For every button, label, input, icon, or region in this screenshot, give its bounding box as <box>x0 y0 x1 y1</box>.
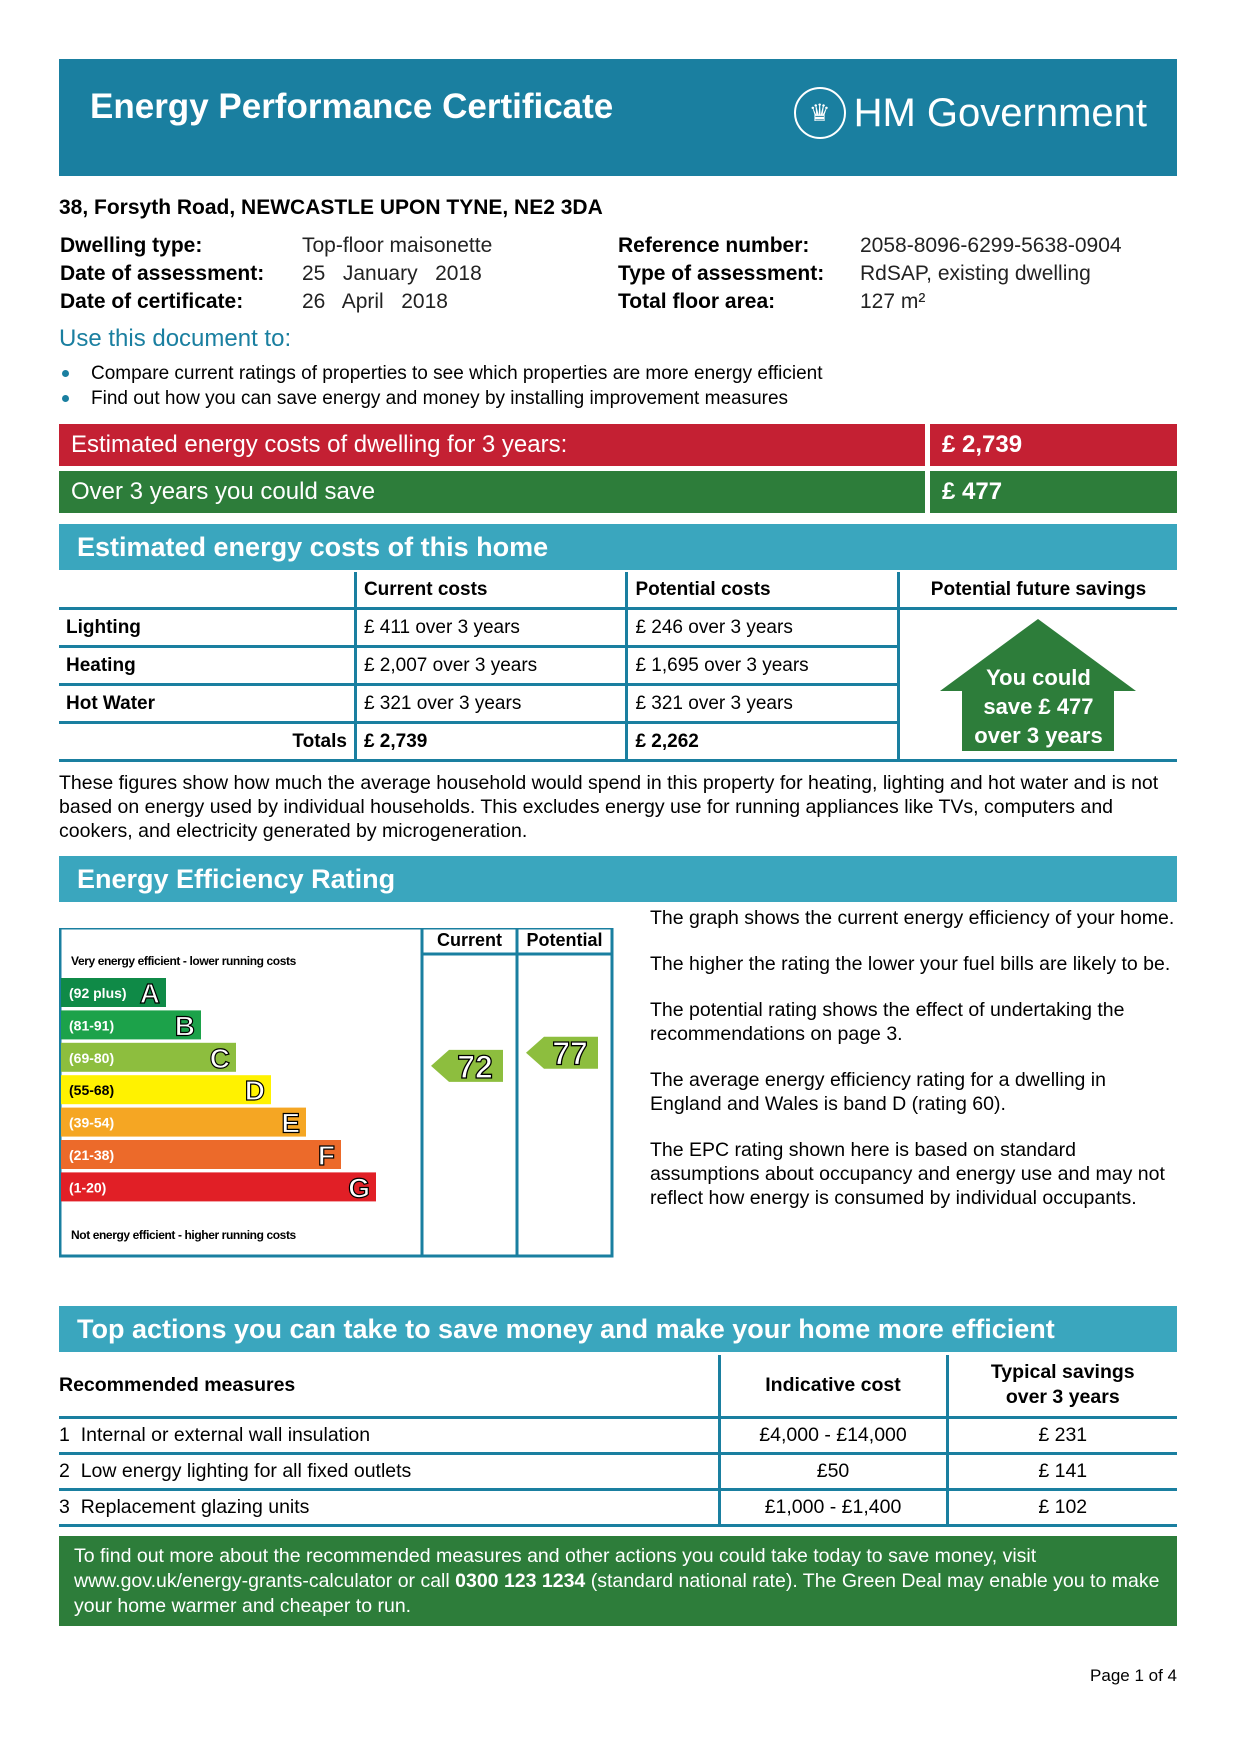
rating-band-a <box>61 978 166 1009</box>
royal-crest-icon: ♛ <box>794 87 846 139</box>
rating-band-letter: F <box>317 1140 335 1171</box>
table-row <box>59 1417 1177 1453</box>
measure-cell <box>59 1489 719 1525</box>
measure-cell <box>59 1417 719 1453</box>
table-header-row <box>59 1355 1177 1417</box>
rating-band-letter: E <box>281 1107 300 1139</box>
measure-number: 1 <box>59 1423 70 1446</box>
costs-section-heading: Estimated energy costs of this home <box>59 524 1177 570</box>
actions-section-heading: Top actions you can take to save money and make your home more efficient <box>59 1306 1177 1352</box>
rating-text-paragraph: The EPC rating shown here is based on standard assumptions about occupancy and energy use and may not reflect how energy is consumed by individual occupants. <box>650 1139 1165 1209</box>
date-certificate-label: Date of certificate: <box>60 290 244 313</box>
rating-band-letter: D <box>244 1075 265 1107</box>
rating-band-letter: A <box>139 978 160 1009</box>
potential-rating-arrow-value: 77 <box>552 1035 588 1072</box>
estimated-cost-label: Estimated energy costs of dwelling for 3 years: <box>59 424 925 466</box>
hm-government-logo <box>794 87 1147 139</box>
col-savings-line2: over 3 years <box>1005 1386 1120 1409</box>
table-row <box>59 1453 1177 1489</box>
rating-text-paragraph: The graph shows the current energy efficiency of your home. <box>650 907 1175 929</box>
green-deal-info <box>59 1536 1177 1626</box>
col-current: Current costs <box>355 572 627 609</box>
rating-col-current: Current <box>436 930 502 950</box>
savings-value: £ 477 <box>930 471 1177 513</box>
measure-text: Low energy lighting for all fixed outlets <box>80 1459 412 1482</box>
cost-cell: £50 <box>719 1453 947 1489</box>
row-label: Lighting <box>59 609 355 647</box>
measure-number: 2 <box>59 1459 70 1482</box>
rating-explanation <box>650 906 1180 1232</box>
table-row <box>59 609 1177 647</box>
rating-band-range: (81-91) <box>69 1017 115 1034</box>
list-item-text: Find out how you can save energy and money by installing improvement measures <box>91 388 789 409</box>
list-item <box>59 361 823 386</box>
col-savings <box>947 1355 1177 1417</box>
rating-section-heading: Energy Efficiency Rating <box>59 856 1177 902</box>
cell-potential: £ 1,695 over 3 years <box>627 647 899 685</box>
estimated-cost-value: £ 2,739 <box>930 424 1177 466</box>
logo-text: HM Government <box>853 90 1147 135</box>
type-assessment-label: Type of assessment: <box>618 262 825 285</box>
rating-band-c <box>61 1043 236 1074</box>
rating-text-paragraph: The potential rating shows the effect of undertaking the recommendations on page 3. <box>650 999 1125 1045</box>
cell-potential: £ 246 over 3 years <box>627 609 899 647</box>
totals-current: £ 2,739 <box>355 723 627 761</box>
page-title: Energy Performance Certificate <box>90 87 614 126</box>
measure-number: 3 <box>59 1495 70 1518</box>
savings-house-icon <box>900 615 1177 755</box>
saving-cell: £ 102 <box>947 1489 1177 1525</box>
bullet-icon <box>62 395 69 402</box>
dwelling-type-value: Top-floor maisonette <box>302 234 493 257</box>
row-label: Heating <box>59 647 355 685</box>
costs-table <box>59 572 1177 762</box>
col-future-savings: Potential future savings <box>898 572 1177 609</box>
use-document-list <box>59 361 823 411</box>
rating-band-letter: C <box>209 1042 230 1074</box>
footer-phone: 0300 123 1234 <box>455 1570 586 1592</box>
current-rating-arrow-value: 72 <box>457 1048 493 1085</box>
page-number: Page 1 of 4 <box>1090 1666 1177 1685</box>
measure-text: Replacement glazing units <box>80 1495 310 1518</box>
rating-band-e <box>61 1108 306 1139</box>
type-assessment-value: RdSAP, existing dwelling <box>860 262 1091 285</box>
col-measures: Recommended measures <box>59 1355 719 1417</box>
measure-text: Internal or external wall insulation <box>80 1423 371 1446</box>
rating-band-range: (92 plus) <box>69 985 127 1001</box>
rating-band-b <box>61 1010 201 1041</box>
reference-value: 2058-8096-6299-5638-0904 <box>860 234 1122 257</box>
date-certificate-value: 26 April 2018 <box>302 290 448 313</box>
rating-col-potential: Potential <box>526 930 603 950</box>
date-assessment-label: Date of assessment: <box>60 262 265 285</box>
cell-current: £ 2,007 over 3 years <box>355 647 627 685</box>
rating-text-paragraph: The higher the rating the lower your fuel bills are likely to be. <box>650 953 1171 975</box>
bullet-icon <box>62 370 69 377</box>
floor-area-value: 127 m² <box>860 290 926 313</box>
col-savings-line1: Typical savings <box>990 1361 1135 1384</box>
rating-band-d <box>61 1075 271 1106</box>
savings-label: Over 3 years you could save <box>59 471 925 513</box>
header-banner <box>59 59 1177 176</box>
potential-rating-arrow <box>526 1036 598 1072</box>
rating-chart-svg <box>59 928 619 1268</box>
dwelling-type-label: Dwelling type: <box>60 234 203 257</box>
rating-bottom-caption: Not energy efficient - higher running costs <box>71 1228 296 1242</box>
rating-band-range: (21-38) <box>69 1147 115 1163</box>
costs-explanation: These figures show how much the average household would spend in this property for heating, lighting and hot water and is not based on energy used by individual households. This excludes energy use for running appliances like TVs, computers and cookers, and electricity generated by microgeneration. <box>59 772 1159 842</box>
rating-text-paragraph: The average energy efficiency rating for a dwelling in England and Wales is band D (rating 60). <box>650 1069 1106 1115</box>
cost-cell: £1,000 - £1,400 <box>719 1489 947 1525</box>
rating-band-letter: G <box>348 1172 370 1204</box>
savings-bar <box>59 471 1177 513</box>
table-header-row <box>59 572 1177 609</box>
current-rating-arrow <box>431 1049 503 1085</box>
actions-table <box>59 1355 1177 1527</box>
savings-house-line1: You could <box>986 664 1091 690</box>
footer-text-after: (standard national rate). The Green Deal may enable you to make your home warmer and cheaper to run. <box>74 1570 1160 1617</box>
savings-house-line3: over 3 years <box>974 722 1103 748</box>
totals-label: Totals <box>59 723 355 761</box>
rating-band-f <box>61 1140 341 1171</box>
table-row <box>59 1489 1177 1525</box>
cell-current: £ 321 over 3 years <box>355 685 627 723</box>
col-cost: Indicative cost <box>719 1355 947 1417</box>
row-label: Hot Water <box>59 685 355 723</box>
floor-area-label: Total floor area: <box>618 290 776 313</box>
property-address: 38, Forsyth Road, NEWCASTLE UPON TYNE, NE2 3DA <box>59 196 603 219</box>
reference-label: Reference number: <box>618 234 810 257</box>
cell-potential: £ 321 over 3 years <box>627 685 899 723</box>
savings-house-line2: save £ 477 <box>983 693 1094 719</box>
saving-cell: £ 141 <box>947 1453 1177 1489</box>
footer-text-before: To find out more about the recommended measures and other actions you could take today to save money, visit www.gov.uk/energy-grants-calculator or call <box>74 1545 1037 1592</box>
col-potential: Potential costs <box>627 572 899 609</box>
energy-rating-chart <box>59 928 619 1268</box>
rating-top-caption: Very energy efficient - lower running costs <box>71 954 296 968</box>
cost-cell: £4,000 - £14,000 <box>719 1417 947 1453</box>
rating-band-letter: B <box>174 1010 195 1042</box>
measure-cell <box>59 1453 719 1489</box>
rating-band-range: (1-20) <box>69 1179 107 1196</box>
rating-band-range: (55-68) <box>69 1082 115 1099</box>
date-assessment-value: 25 January 2018 <box>302 262 482 285</box>
rating-band-range: (69-80) <box>69 1049 115 1066</box>
rating-band-g <box>61 1172 376 1203</box>
use-document-heading: Use this document to: <box>59 325 292 352</box>
estimated-cost-bar <box>59 424 1177 466</box>
rating-band-range: (39-54) <box>69 1114 115 1131</box>
future-savings-cell <box>898 609 1177 761</box>
list-item <box>59 386 823 411</box>
list-item-text: Compare current ratings of properties to see which properties are more energy efficient <box>91 363 823 384</box>
saving-cell: £ 231 <box>947 1417 1177 1453</box>
totals-potential: £ 2,262 <box>627 723 899 761</box>
cell-current: £ 411 over 3 years <box>355 609 627 647</box>
